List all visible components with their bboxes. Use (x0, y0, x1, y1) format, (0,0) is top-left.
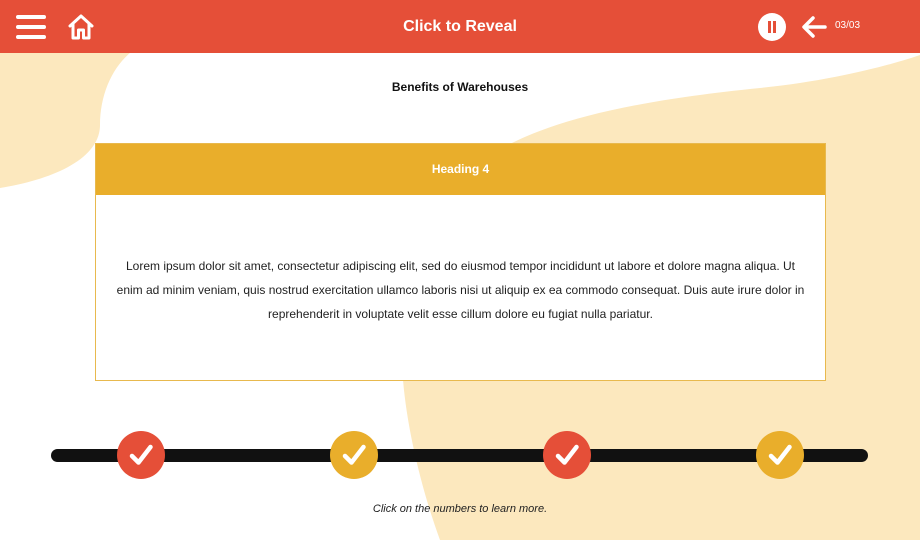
checkmark-icon (339, 440, 369, 470)
top-bar (0, 0, 920, 53)
card-heading: Heading 4 (431, 162, 490, 176)
checkmark-icon (126, 440, 156, 470)
app-title: Click to Reveal (403, 18, 517, 35)
timeline-step-4[interactable] (756, 431, 804, 479)
card-body-text: Lorem ipsum dolor sit amet, consectetur adipiscing elit, sed do eiusmod tempor incididunt ut labore et dolore magna aliqua. Ut enim ad minim veniam, quis nostrud exercitation ullamco laboris nisi ut aliquip ex ea commodo consequat. Duis aute irure dolor in reprehenderit in voluptate velit esse cillum dolore eu fugiat nulla pariatur. (116, 259, 805, 321)
timeline-step-3[interactable] (543, 431, 591, 479)
page-subtitle: Benefits of Warehouses (391, 80, 529, 94)
timeline-track (51, 449, 868, 462)
arrow-left-icon (800, 15, 828, 39)
pause-button[interactable] (758, 13, 786, 41)
checkmark-icon (765, 440, 795, 470)
reveal-card (95, 143, 826, 381)
back-button[interactable] (800, 15, 828, 39)
card-header (96, 144, 825, 195)
page-counter: 03/03 (835, 20, 861, 31)
timeline-step-1[interactable] (117, 431, 165, 479)
checkmark-icon (552, 440, 582, 470)
instruction-hint: Click on the numbers to learn more. (372, 503, 548, 515)
timeline-step-2[interactable] (330, 431, 378, 479)
